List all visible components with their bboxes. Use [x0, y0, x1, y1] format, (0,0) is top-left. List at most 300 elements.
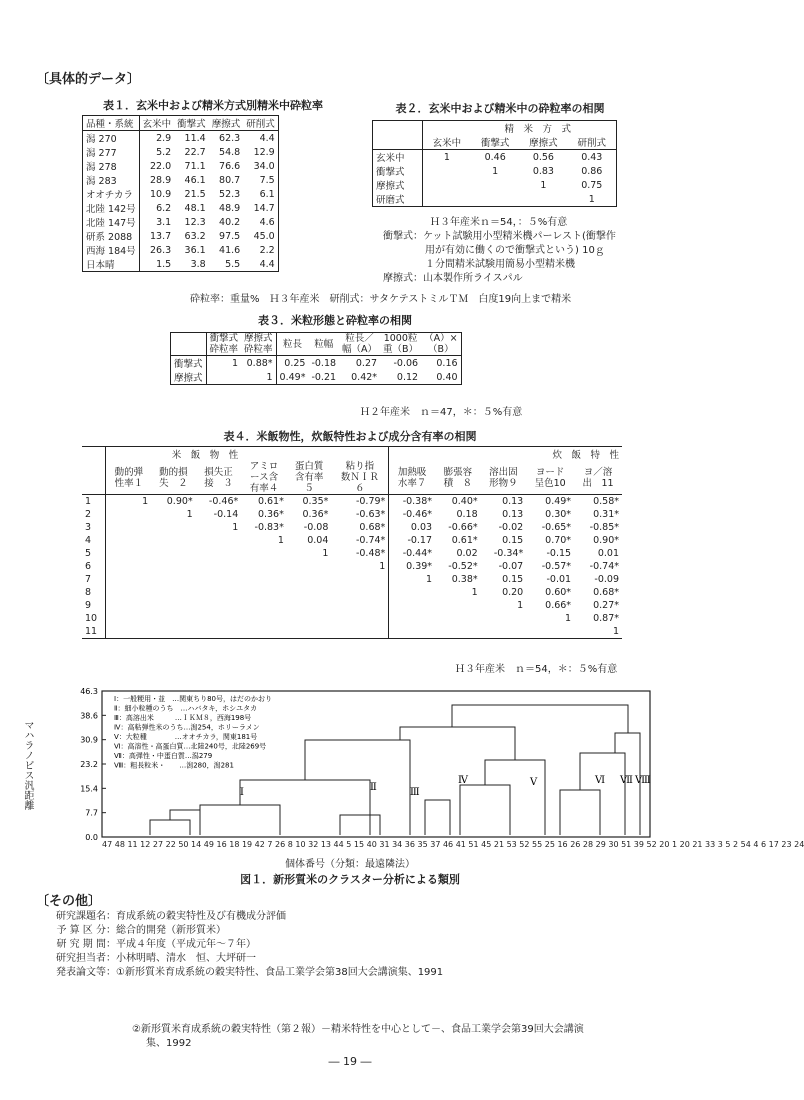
table4-cell: [287, 560, 332, 573]
table3-cell: 0.25: [284, 357, 306, 369]
table-row: [82, 612, 622, 625]
table4-cell: -0.38*: [402, 496, 433, 507]
table4-cell: 0.03: [410, 522, 433, 533]
table2-cell: 玄米中: [373, 150, 423, 165]
table4-cell: 1: [471, 587, 478, 598]
table1-cell: 26.3: [150, 244, 172, 256]
table4-cell: 1: [331, 560, 388, 573]
table4-cell: [241, 547, 287, 560]
table3-cell: -0.06: [393, 357, 419, 369]
table4-cell: 0.36*: [257, 509, 284, 520]
table2-cell: 0.43: [581, 151, 603, 163]
table4-cell: [151, 612, 196, 625]
legend-entry: Ⅴ：大粒種 …オオチカラ，関東181号: [114, 733, 258, 741]
table4-cell: [241, 612, 287, 625]
table1-cell: 10.9: [150, 188, 172, 200]
table-row: [82, 573, 622, 586]
table4-cell: [241, 586, 287, 599]
ytick-label: 38.6: [80, 711, 98, 721]
table3: [170, 332, 462, 385]
table4-cell: 4: [82, 534, 106, 547]
legend-entry: Ⅵ：高溶性・高蛋白質…北陸240号，北陸269号: [114, 742, 267, 751]
table1-cell: 62.3: [219, 132, 241, 144]
table2: [372, 120, 617, 207]
table4-cell: 0.15: [502, 535, 524, 546]
table4-cell: [331, 599, 388, 612]
table4-cell: 0.40*: [451, 496, 478, 507]
table2-cell: [422, 192, 471, 207]
table1-cell: 3.1: [156, 216, 172, 228]
cluster-label: Ⅳ: [458, 775, 468, 786]
table2-header: 玄米中: [432, 138, 462, 149]
table4-cell: 1: [277, 535, 284, 546]
table4-cell: -0.79*: [331, 495, 388, 509]
table4-header: 動的損 失 ２: [159, 466, 188, 489]
table4-cell: 0.49*: [545, 496, 572, 507]
table4-cell: [526, 625, 574, 639]
table4-cell: -0.83*: [254, 522, 284, 533]
table4-cell: 10: [82, 612, 106, 625]
table4-cell: 0.35*: [302, 496, 329, 507]
table4-cell: [106, 560, 151, 573]
meta-list: [40, 910, 680, 980]
table1-cell: 潟 270: [83, 131, 140, 146]
table3-header: 粒長: [282, 338, 302, 350]
table3-caption: 表３．米粒形態と砕粒率の相関: [258, 314, 412, 327]
table1-header: 摩擦式: [211, 119, 241, 130]
table-row: [82, 625, 622, 639]
table2-note2: 衝撃式：ケット試験用小型精米機パーレスト(衝撃作: [383, 231, 616, 242]
table3-cell: 0.49*: [279, 371, 306, 383]
table1-cell: 12.3: [184, 216, 206, 228]
table4-cell: 0.66*: [545, 600, 572, 611]
table4-cell: [287, 612, 332, 625]
table1-cell: 76.6: [219, 160, 241, 172]
table2-cell: 0.75: [581, 179, 603, 191]
table4-cell: [196, 612, 242, 625]
table4-cell: [331, 586, 388, 599]
table4-cell: 0.60*: [545, 587, 572, 598]
table4-cell: [389, 612, 435, 625]
table4-cell: [106, 573, 151, 586]
table4-cell: [151, 573, 196, 586]
table-row: [83, 229, 279, 243]
table-row: [83, 187, 279, 201]
table3-cell: 0.88*: [241, 356, 276, 371]
table-row: [83, 159, 279, 173]
table-row: [82, 495, 622, 509]
table1-cell: 研系 2088: [83, 229, 140, 243]
table4-cell: 6: [82, 560, 106, 573]
table2-header: 摩擦式: [529, 138, 558, 149]
table2-cell: 0.56: [532, 151, 554, 163]
section-other: 〔その他〕: [36, 894, 102, 909]
ytick-label: 23.2: [80, 760, 98, 769]
table2-cell: 0.83: [532, 165, 554, 177]
cluster-label: Ⅱ: [370, 782, 377, 793]
legend-entry: Ⅱ：細小粒種のうち …ハバタキ，ホシユタカ: [114, 704, 258, 713]
table3-header: 衝撃式 砕粒率: [209, 333, 239, 355]
table4-cell: [196, 625, 242, 639]
page-number: ― 19 ―: [328, 1055, 372, 1068]
table-row: [83, 201, 279, 215]
table3-header: 粒長／ 幅（A）: [342, 333, 378, 355]
table1-cell: 潟 283: [83, 173, 140, 187]
table2-cell: 1: [588, 193, 595, 205]
table4-cell: 1: [565, 613, 572, 624]
table3-header: 粒幅: [314, 338, 334, 350]
table1-cell: 11.4: [184, 132, 206, 144]
legend-entry: Ⅶ：高弾性・中蛋白質…潟279: [114, 752, 213, 760]
table1-cell: 6.2: [156, 202, 172, 214]
cluster-label: Ⅶ: [620, 775, 633, 786]
table4-cell: -0.34*: [493, 548, 524, 559]
table4-cell: [151, 534, 196, 547]
table1-cell: 71.1: [184, 160, 206, 172]
ytick-label: 46.3: [80, 687, 98, 696]
meta-key: 発表論文等：: [56, 967, 116, 978]
table1-cell: 12.9: [253, 146, 275, 158]
table1-cell: 40.2: [219, 216, 241, 228]
table2-header: 衝撃式: [480, 138, 510, 149]
table4-cell: [106, 547, 151, 560]
table1-cell: 北陸 147号: [83, 215, 140, 229]
legend-entry: Ⅳ：高粘弾性米のうち…潟254，ホリーラメン: [114, 723, 260, 732]
table4-cell: 0.68*: [593, 587, 619, 598]
meta-value: 育成系統の穀実特性及び有機成分評価: [116, 911, 286, 922]
table-row: [82, 586, 622, 599]
table4-cell: -0.01: [546, 574, 572, 585]
table4-header: 膨張容 積 ８: [443, 466, 473, 489]
cluster-label: Ⅰ: [240, 787, 244, 798]
table4-cell: -0.48*: [331, 547, 388, 560]
table1-cell: 2.2: [259, 244, 275, 256]
table4-header: ヨード 呈色10: [534, 466, 566, 489]
table1-cell: 西海 184号: [83, 243, 140, 257]
cluster-label: Ⅷ: [635, 775, 651, 786]
table4-cell: -0.15: [546, 548, 572, 559]
table4-cell: 0.70*: [545, 535, 572, 546]
meta-value: 平成４年度（平成元年〜７年）: [116, 939, 256, 950]
table4-cell: [196, 599, 242, 612]
table-row: [373, 178, 617, 192]
table1-cell: 80.7: [219, 174, 241, 186]
table4-cell: [196, 547, 242, 560]
table2-note4: １分間精米試験用簡易小型精米機: [425, 259, 575, 270]
table1-cell: 21.5: [184, 188, 206, 200]
table4-cell: -0.85*: [589, 522, 619, 533]
table4-cell: 1: [322, 548, 329, 559]
table1-cell: 1.5: [156, 258, 172, 270]
cluster-label: Ⅴ: [530, 777, 538, 788]
table1-header: 品種・系統: [83, 116, 140, 131]
table-row: [171, 370, 462, 385]
table4-header: 粘り指 数ＮＩＲ ６: [331, 461, 388, 495]
table4-group2: 炊 飯 特 性: [552, 450, 619, 461]
table-row: [373, 164, 617, 178]
table4: [82, 446, 622, 639]
table4-cell: 2: [82, 508, 106, 521]
table3-cell: -0.18: [311, 357, 337, 369]
table3-cell: 0.40: [436, 371, 458, 383]
table4-cell: 3: [82, 521, 106, 534]
table4-cell: [481, 625, 527, 639]
table4-cell: -0.17: [407, 535, 433, 546]
table1-cell: 22.0: [150, 160, 172, 172]
table4-cell: 0.68*: [331, 521, 388, 534]
ytick-label: 30.9: [80, 735, 98, 745]
table4-cell: -0.74*: [331, 534, 388, 547]
table2-cell: [471, 178, 519, 192]
table4-cell: 9: [82, 599, 106, 612]
table4-cell: 7: [82, 573, 106, 586]
meta-key: 研 究 期 間：: [56, 939, 116, 950]
table3-cell: 0.27: [355, 357, 378, 369]
table4-cell: -0.14: [213, 509, 239, 520]
table4-cell: 0.87*: [593, 613, 619, 624]
table4-cell: 1: [425, 574, 433, 585]
table3-cell: 0.12: [396, 371, 419, 383]
table4-cell: [106, 534, 151, 547]
table4-cell: 0.27*: [593, 600, 619, 611]
table3-header: 1000粒 重（B）: [383, 333, 419, 355]
meta-key: 研究課題名：: [56, 911, 116, 922]
table2-cell: 衝撃式: [373, 164, 423, 178]
table2-cell: 研磨式: [373, 192, 423, 207]
table1-caption: 表１．玄米中および精米方式別精米中砕粒率: [103, 99, 323, 112]
table-row: [82, 599, 622, 612]
table3-cell: 1: [241, 370, 276, 385]
table4-cell: -0.57*: [541, 561, 572, 572]
table3-cell: 衝撃式: [171, 356, 207, 371]
meta-row: [40, 910, 680, 924]
table4-cell: 11: [82, 625, 106, 639]
table1-header: 研削式: [246, 119, 275, 130]
table-row: [82, 534, 622, 547]
table4-cell: 0.18: [456, 509, 478, 520]
table1-cell: 52.3: [219, 188, 241, 200]
table-row: [83, 243, 279, 257]
ytick-label: 0.0: [85, 833, 98, 842]
table-row: [82, 560, 622, 573]
table4-cell: 0.61*: [257, 496, 284, 507]
legend-entry: Ⅲ：高溶出米 …ＩＫＭ８，西海198号: [114, 714, 252, 722]
table1-cell: 48.1: [184, 202, 206, 214]
table-row: [83, 131, 279, 146]
table3-note: Ｈ２年産米 ｎ＝47，＊：５%有意: [360, 407, 523, 418]
table-row: [373, 150, 617, 165]
table1-cell: 潟 277: [83, 145, 140, 159]
meta-cont1: ②新形質米育成系統の穀実特性（第２報）－精米特性を中心として－、食品工業学会第39回大会講演: [132, 1024, 584, 1035]
ytick-label: 7.7: [85, 808, 98, 818]
table4-cell: 0.31*: [593, 509, 619, 520]
table1-cell: 潟 278: [83, 159, 140, 173]
meta-row: [40, 938, 680, 952]
table2-cell: 1: [443, 151, 450, 163]
table-row: [83, 257, 279, 272]
table4-cell: -0.09: [594, 574, 619, 585]
table4-cell: [287, 573, 332, 586]
table4-cell: [106, 586, 151, 599]
table4-cell: [151, 521, 196, 534]
table2-cell: [422, 164, 471, 178]
table2-cell: [519, 192, 567, 207]
table1-header: 衝撃式: [177, 119, 206, 130]
table4-cell: [331, 625, 388, 639]
table4-cell: [241, 560, 287, 573]
table4-cell: [435, 625, 481, 639]
meta-key: 予 算 区 分：: [56, 925, 116, 936]
table2-group-header: 精 米 方 式: [504, 124, 572, 135]
dendrogram-ylabel: マハラノビス汎距離: [22, 720, 33, 810]
table3-cell: 1: [231, 357, 239, 369]
table1-cell: 36.1: [184, 244, 206, 256]
table4-cell: -0.66*: [448, 522, 478, 533]
table1-cell: 5.5: [225, 258, 241, 270]
table4-cell: [196, 586, 242, 599]
table1-cell: 7.5: [259, 174, 275, 186]
table4-cell: 0.13: [502, 509, 524, 520]
meta-value: ①新形質米育成系統の穀実特性、食品工業学会第38回大会講演集、1991: [116, 967, 444, 978]
table1-cell: 6.1: [259, 188, 275, 200]
table4-cell: [106, 599, 151, 612]
table4-cell: -0.02: [498, 522, 524, 533]
table4-cell: -0.63*: [331, 508, 388, 521]
table4-cell: [389, 599, 435, 612]
table1-cell: 4.6: [259, 216, 275, 228]
table4-cell: [151, 625, 196, 639]
table1-cell: 14.7: [253, 202, 275, 214]
table4-cell: 8: [82, 586, 106, 599]
table4-cell: 0.01: [597, 548, 619, 559]
table4-header: 加熱吸 水率７: [397, 466, 427, 489]
table1-cell: 5.2: [156, 146, 172, 158]
table-row: [373, 192, 617, 207]
legend-entry: Ⅰ：一般粳用・並 …関東ちり80号，はだのかおり: [114, 695, 272, 703]
table4-cell: [287, 625, 332, 639]
table4-cell: 1: [232, 522, 239, 533]
table4-cell: -0.65*: [541, 522, 572, 533]
table2-cell: 1: [492, 165, 499, 177]
table4-cell: 0.90*: [593, 535, 619, 546]
dendrogram-xlabels: 47 48 11 12 27 22 50 14 49 16 18 19 42 7 26 8 10 32 13 44 5 15 40 31 34 36 35 37 46 41 51 45 21 53 52 55 25 16 26 28 29 30 51 39 52 20 1 20 21 33 3 5 2 54 4 6 17 23 24: [102, 840, 804, 849]
table4-group1: 米 飯 物 性: [171, 450, 239, 461]
table4-cell: [106, 508, 151, 521]
table1-cell: 4.4: [259, 258, 275, 270]
table4-cell: 1: [186, 509, 193, 520]
table1-footnote: 砕粒率：重量% Ｈ３年産米 研削式：サタケテストミルＴＭ 白度19向上まで精米: [190, 294, 572, 305]
table4-cell: [435, 612, 481, 625]
cluster-label: Ⅵ: [595, 775, 606, 786]
table1: [82, 115, 279, 272]
table4-cell: -0.74*: [589, 561, 619, 572]
table4-cell: -0.46*: [402, 509, 433, 520]
table1-cell: オオチカラ: [83, 187, 140, 201]
table1-cell: 日本晴: [83, 257, 140, 272]
table4-cell: [151, 586, 196, 599]
table4-cell: 1: [142, 496, 149, 507]
meta-cont2: 集、1992: [146, 1038, 192, 1049]
table1-cell: 4.4: [259, 132, 275, 144]
table1-cell: 北陸 142号: [83, 201, 140, 215]
table-row: [83, 145, 279, 159]
table4-cell: [241, 573, 287, 586]
table1-cell: 41.6: [219, 244, 241, 256]
table4-cell: [389, 625, 435, 639]
table3-cell: 0.42*: [351, 371, 378, 383]
table4-cell: 0.61*: [451, 535, 478, 546]
table1-cell: 28.9: [150, 174, 172, 186]
table4-cell: [241, 599, 287, 612]
table1-cell: 34.0: [253, 160, 275, 172]
table4-cell: [106, 612, 151, 625]
table4-cell: 1: [612, 626, 619, 637]
table4-cell: -0.44*: [402, 548, 433, 559]
table2-cell: 0.86: [581, 165, 603, 177]
table1-cell: 3.8: [190, 258, 206, 270]
table2-header: 研削式: [577, 138, 607, 149]
table3-cell: [206, 370, 241, 385]
cluster-label: Ⅲ: [410, 787, 420, 798]
table2-note1: Ｈ３年産米ｎ＝54，：５%有意: [430, 217, 568, 228]
table-row: [171, 356, 462, 371]
table1-cell: 54.8: [219, 146, 241, 158]
table4-cell: [196, 534, 242, 547]
table4-cell: 0.30*: [545, 509, 572, 520]
table1-cell: 48.9: [219, 202, 241, 214]
table4-note: Ｈ３年産米 ｎ＝54，＊：５%有意: [455, 664, 618, 675]
table1-cell: 13.7: [150, 230, 172, 242]
table-row: [83, 215, 279, 229]
meta-key: 研究担当者：: [56, 953, 116, 964]
table1-cell: 97.5: [219, 230, 241, 242]
table4-cell: 0.38*: [451, 574, 478, 585]
table4-cell: [151, 599, 196, 612]
table4-cell: 0.13: [502, 496, 524, 507]
table4-cell: 1: [82, 495, 106, 509]
table4-header: アミロ ース含 有率４: [249, 461, 279, 494]
table4-cell: 0.20: [502, 587, 524, 598]
table4-caption: 表４．米飯物性，炊飯特性および成分含有率の相関: [223, 430, 477, 443]
meta-value: 小林明晴、清水 恒、大坪研一: [116, 953, 256, 964]
figure1-caption: 図１．新形質米のクラスター分析による類別: [240, 873, 460, 886]
table4-cell: [241, 625, 287, 639]
table3-header: 摩擦式 砕粒率: [241, 333, 276, 356]
table1-cell: 22.7: [184, 146, 206, 158]
table2-cell: 0.46: [484, 151, 506, 163]
table4-header: 損失正 接 ３: [204, 466, 233, 489]
table4-cell: 0.39*: [406, 561, 433, 572]
table4-cell: [196, 560, 242, 573]
table4-cell: [331, 612, 388, 625]
table4-cell: -0.07: [498, 561, 524, 572]
table4-cell: [389, 586, 435, 599]
table4-cell: 0.02: [456, 548, 478, 559]
table1-cell: 46.1: [184, 174, 206, 186]
meta-row: [40, 924, 680, 938]
table4-cell: [106, 625, 151, 639]
table4-header: 溶出固 形物９: [489, 466, 518, 489]
table2-note3: 用が有効に働くので衝撃式という) 10ｇ: [425, 245, 605, 256]
table4-cell: [151, 560, 196, 573]
table4-cell: [481, 612, 527, 625]
table4-header: ヨ／溶 出 11: [582, 466, 614, 489]
table4-header: 蛋白質 含有率 ５: [294, 461, 324, 494]
table4-cell: [435, 599, 481, 612]
table3-cell: -0.21: [311, 371, 337, 383]
section-specific-data: 〔具体的データ〕: [36, 72, 141, 87]
table4-header: 動的弾 性率１: [114, 466, 144, 489]
